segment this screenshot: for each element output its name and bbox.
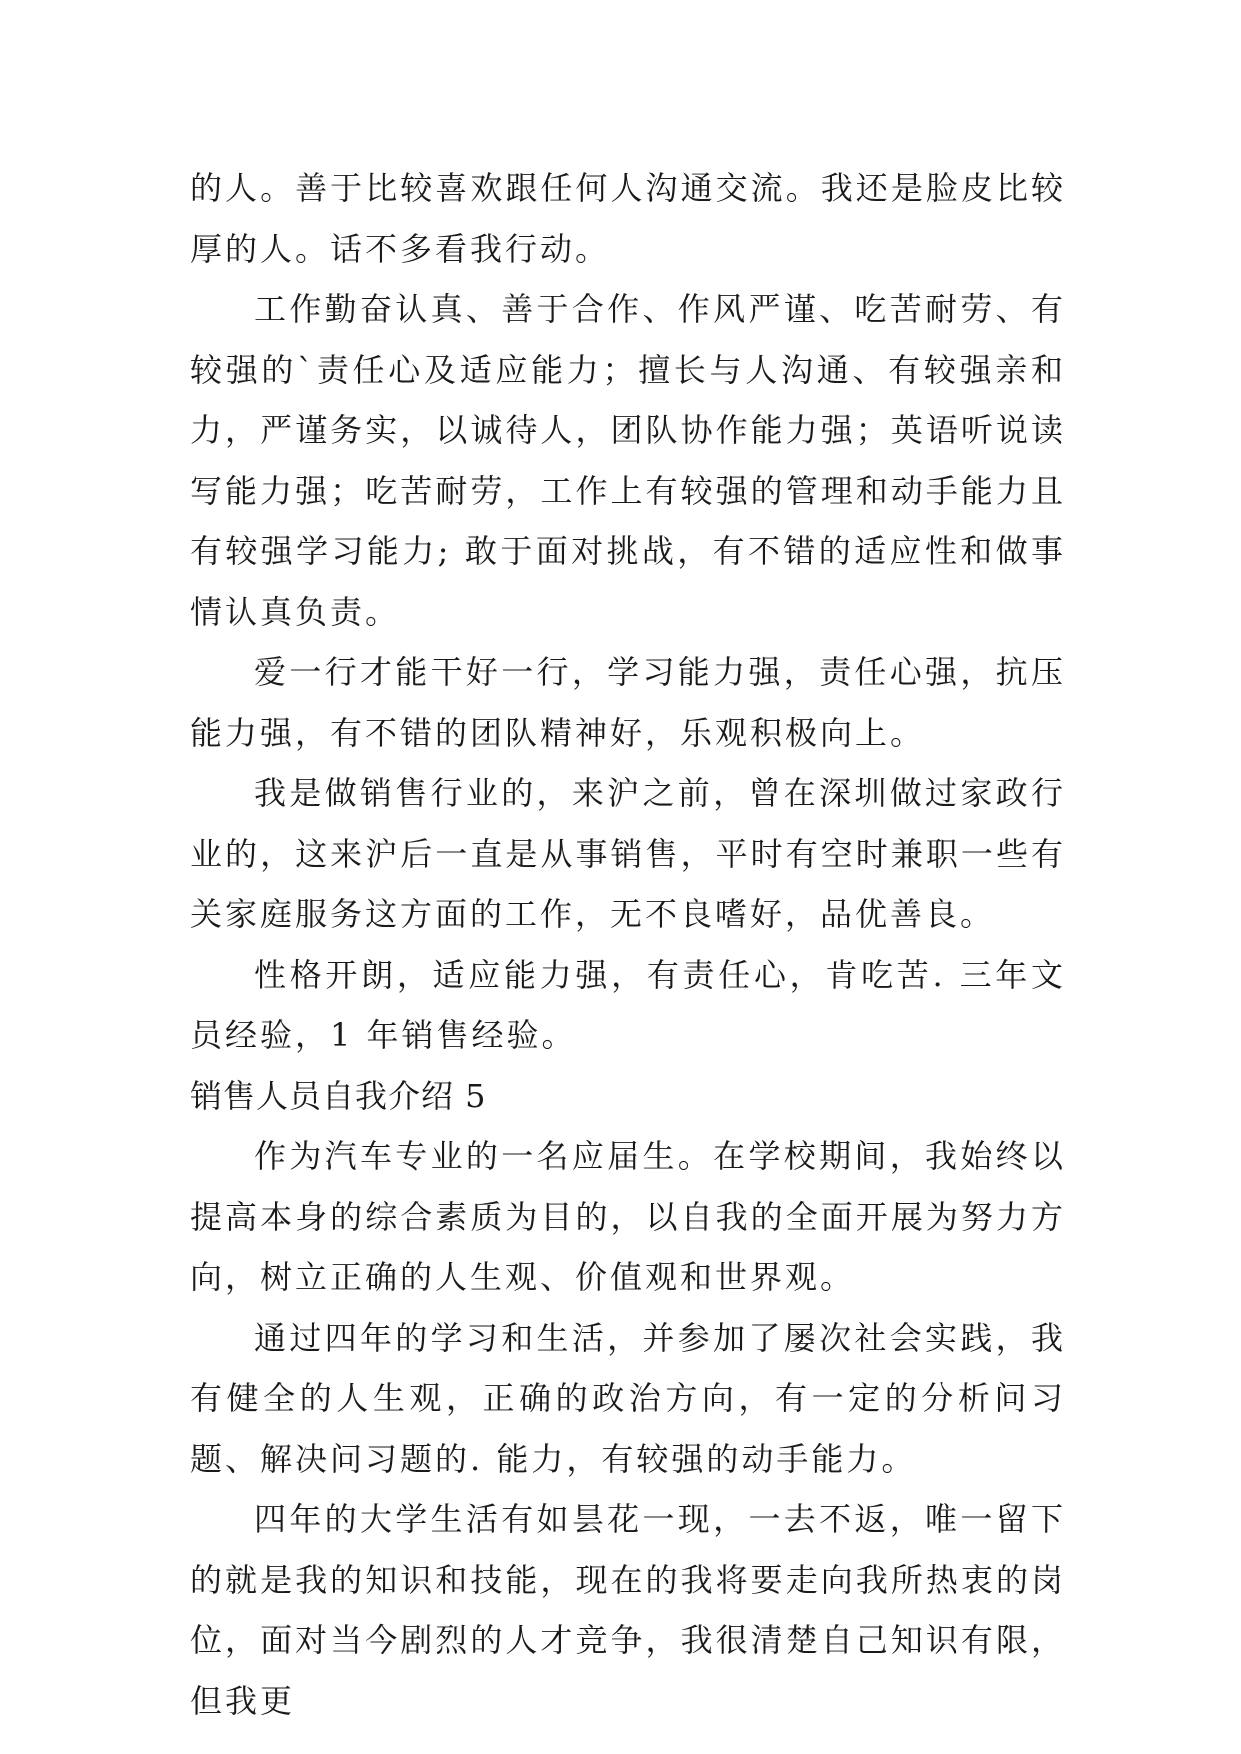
paragraph-5: 性格开朗，适应能力强，有责任心，肯吃苦. 三年文员经验，1 年销售经验。 [190, 955, 1066, 1054]
document-page [190, 158, 1066, 1731]
paragraph-8: 四年的大学生活有如昙花一现，一去不返，唯一留下的就是我的知识和技能，现在的我将要走向我所热衷的岗位，面对当今剧烈的人才竞争，我很清楚自己知识有限，但我更 [190, 1500, 1066, 1720]
paragraph-2: 工作勤奋认真、善于合作、作风严谨、吃苦耐劳、有较强的`责任心及适应能力；擅长与人沟通、有较强亲和力，严谨务实，以诚待人，团队协作能力强；英语听说读写能力强；吃苦耐劳，工作上有较强的管理和动手能力且有较强学习能力; 敢于面对挑战，有不错的适应性和做事情认真负责。 [190, 290, 1066, 631]
paragraph-7: 通过四年的学习和生活，并参加了屡次社会实践，我有健全的人生观，正确的政治方向，有一定的分析问习题、解决问习题的. 能力，有较强的动手能力。 [190, 1318, 1066, 1478]
paragraph-4: 我是做销售行业的，来沪之前，曾在深圳做过家政行业的，这来沪后一直是从事销售，平时有空时兼职一些有关家庭服务这方面的工作，无不良嗜好，品优善良。 [190, 774, 1066, 933]
paragraph-6: 作为汽车专业的一名应届生。在学校期间，我始终以提高本身的综合素质为目的，以自我的全面开展为努力方向，树立正确的人生观、价值观和世界观。 [190, 1137, 1066, 1296]
paragraph-3: 爱一行才能干好一行，学习能力强，责任心强，抗压能力强，有不错的团队精神好，乐观积极向上。 [190, 653, 1066, 752]
section-heading: 销售人员自我介绍 5 [190, 1076, 487, 1115]
paragraph-1: 的人。善于比较喜欢跟任何人沟通交流。我还是脸皮比较厚的人。话不多看我行动。 [190, 169, 1066, 268]
